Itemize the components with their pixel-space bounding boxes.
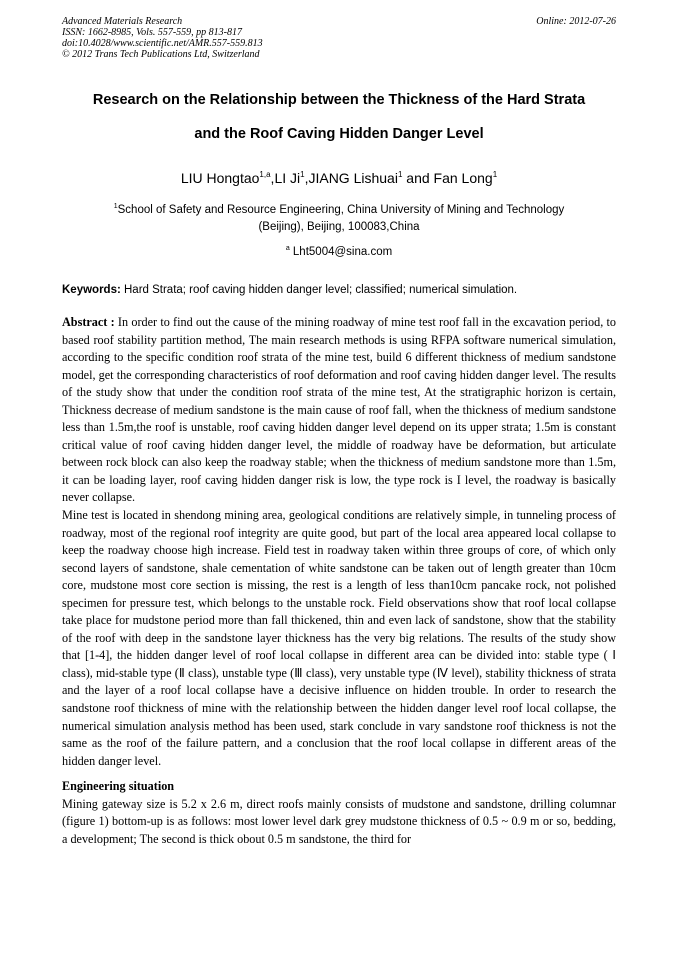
- keywords-text: Hard Strata; roof caving hidden danger level; classified; numerical simulation.: [120, 284, 518, 296]
- author-name: JIANG Lishuai: [308, 170, 398, 186]
- affiliation-line-2: (Beijing), Beijing, 100083,China: [258, 221, 420, 233]
- author-separator: ,: [304, 170, 309, 186]
- abstract-label: Abstract :: [62, 315, 115, 329]
- author-separator: and: [402, 170, 434, 186]
- copyright-line: © 2012 Trans Tech Publications Ltd, Switzerland: [62, 49, 260, 60]
- keywords-label: Keywords:: [62, 284, 121, 296]
- affiliation-line-1: [40, 204, 638, 216]
- section-heading-engineering: Engineering situation: [62, 779, 175, 794]
- author-affiliation-mark: 1,a: [259, 170, 271, 179]
- journal-header: [62, 16, 482, 60]
- author-affiliation-mark: 1: [300, 170, 305, 179]
- author-affiliation-mark: 1: [397, 170, 403, 179]
- email-text: Lht5004@sina.com: [289, 246, 393, 258]
- online-date: Online: 2012-07-26: [536, 16, 616, 27]
- author-affiliation-mark: 1: [492, 170, 498, 179]
- author-name: LI Ji: [274, 170, 301, 186]
- journal-name: Advanced Materials Research: [62, 16, 183, 27]
- paper-title-line-1: Research on the Relationship between the Thickness of the Hard Strata: [92, 92, 586, 108]
- affiliation-text: School of Safety and Resource Engineering, China University of Mining and Technology: [117, 204, 565, 216]
- email-mark: a: [285, 245, 290, 252]
- author-name: Fan Long: [433, 170, 493, 186]
- doi-line: doi:10.4028/www.scientific.net/AMR.557-559.813: [62, 38, 263, 49]
- abstract-paragraph: [62, 314, 616, 507]
- body-text: [62, 314, 616, 848]
- affiliation-mark: 1: [113, 203, 118, 210]
- engineering-paragraph: Mining gateway size is 5.2 x 2.6 m, direct roofs mainly consists of mudstone and sandstone, drilling columnar (figure 1) bottom-up is as follows: most lower level dark grey mudstone thickness of 0.5 ~ 0.9 m or so, bedding, a development; The second is thick obout 0.5 m sandstone, the third for: [62, 796, 616, 846]
- author-separator: ,: [270, 170, 275, 186]
- abstract-text: In order to find out the cause of the mining roadway of mine test roof fall in the excavation period, to based roof stability partition method, The main research methods is using RFPA software numerical simulation, according to the specific condition roof strata of the mine test, build 6 different thickness of medium sandstone model, get the corresponding characteristics of roof deformation and roof caving hidden danger level. The results of the study show that under the condition roof strata of the mine test, At the stratigraphic horizon is certain, Thickness decrease of medium sandstone is the main cause of roof fall, when the thickness of medium sandstone less than 1.5m,the roof is unstable, roof caving hidden danger level depend on its upper strata; 1.5m is constant critical value of roof caving hidden danger level, the middle of roadway have be deformation, but articulate between rock block can also keep the roadway stable; when the thickness of medium sandstone more than 1.5m, it can be loading layer, roof caving hidden danger risk is low, the type rock is I level, the roadway is basically never collapse.: [62, 315, 616, 505]
- author-list: [40, 170, 638, 186]
- paper-title-line-2: and the Roof Caving Hidden Danger Level: [194, 126, 484, 142]
- author-email: [40, 246, 638, 258]
- author-name: LIU Hongtao: [180, 170, 260, 186]
- intro-paragraph: Mine test is located in shendong mining area, geological conditions are relatively simple, in tunneling process of roadway, most of the regional roof integrity are quite good, but part of the local area appeared local collapse to keep the roadway choose high increase. Field test in roadway taken within three groups of core, of which only second layers of sandstone, shale cementation of white sandstone can be taken out of length greater than 10cm core, mudstone most core section is missing, the rest is a length of less than10cm pancake rock, not polished specimen for pressure test, which belongs to the unstable rock. Field observations show that roof local collapse take place for mudstone period more than fall thickened, thin and even lack of sandstone, show that the stability of the roof with deep in the sandstone layer thickness has the very big relations. The results of the study show that [1-4], the hidden danger level of roof local collapse in different area can be divided into: stable type ( Ⅰ class), mid-stable type (Ⅱ class), unstable type (Ⅲ class), very unstable type (Ⅳ level), stability thickness of strata and the layer of a roof local collapse have a decisive influence on hidden trouble. In order to research the sandstone roof thickness of mine with the relationship between the hidden danger level roof local collapse, the numerical simulation analysis method has been used, stark conclude in vary sandstone roof thickness is not the same as the roof of the failure pattern, and a conclusion that the roof local collapse in different areas of the hidden danger level.: [62, 508, 616, 768]
- keywords: [62, 284, 616, 296]
- issn-line: ISSN: 1662-8985, Vols. 557-559, pp 813-817: [62, 27, 242, 38]
